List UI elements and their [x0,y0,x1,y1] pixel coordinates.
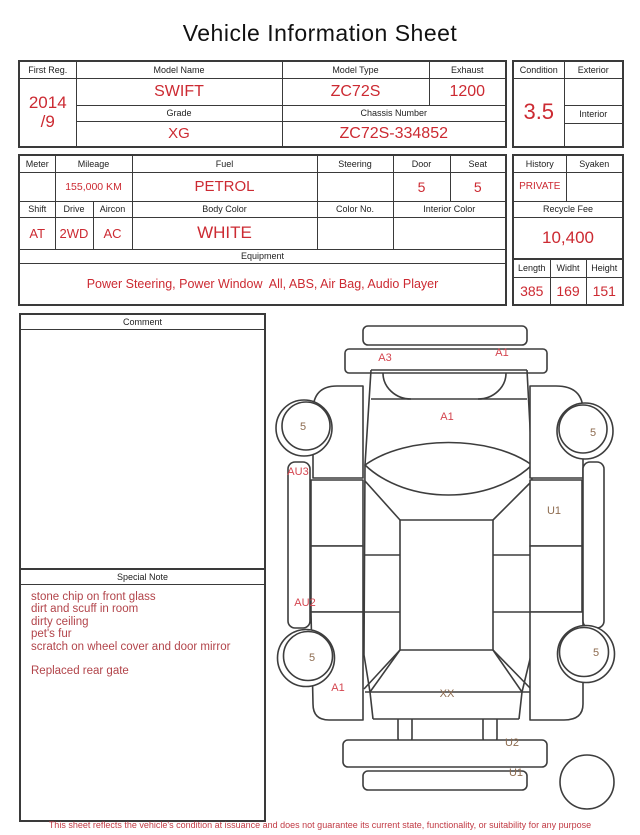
diagram-label-rear-window-xx: XX [439,688,455,700]
page-title: Vehicle Information Sheet [182,20,458,46]
door-header: Door [393,155,450,172]
special-note-line: dirty ceiling [31,615,89,628]
width-header: Widht [550,259,586,277]
width-value: 169 [550,277,586,305]
front-bumper [363,326,527,345]
comment-box [19,313,266,572]
interior-header: Interior [564,105,623,123]
diagram-label-wheel-fr-5: 5 [589,427,597,439]
grade-header: Grade [76,105,282,121]
car-outline-drawing [275,315,630,820]
chassis-number-header: Chassis Number [282,105,506,121]
height-value: 151 [586,277,623,305]
left-rear-door [311,546,363,612]
length-value: 385 [513,277,550,305]
exhaust-value: 1200 [429,78,506,105]
special-note-line [31,653,254,665]
special-note-line: Replaced rear gate [31,665,129,678]
fuel-value: PETROL [132,172,317,201]
recycle-fee-value: 10,400 [513,217,623,259]
shift-value: AT [19,217,55,249]
steering-value [317,172,393,201]
dimensions-table [512,258,624,306]
diagram-label-bonnet-a3: A3 [378,352,392,364]
grade-value: XG [76,121,282,147]
exterior-header: Exterior [564,61,623,78]
diagram-label-bonnet-a1: A1 [495,347,509,359]
condition-value: 3.5 [513,78,564,147]
drive-value: 2WD [55,217,93,249]
meter-value [19,172,55,201]
fuel-header: Fuel [132,155,317,172]
disclaimer-text: This sheet reflects the vehicle's condition at issuance and does not guarantee its current state, functionality, or suitability for any purpose [48,820,592,830]
diagram-label-wheel-rr-5: 5 [592,647,600,659]
rear-left-wheel [278,630,335,687]
car-damage-diagram [275,315,630,820]
mileage-header: Mileage [55,155,132,172]
aircon-header: Aircon [93,201,132,217]
rear-lower-strip [363,771,527,790]
interior-value [564,123,623,147]
first-reg-year: 2014 [28,93,67,113]
exhaust-header: Exhaust [429,61,506,78]
diagram-label-windshield-a1: A1 [440,411,454,423]
color-no-value [317,217,393,249]
diagram-label-left-sill-au3: AU3 [287,466,309,478]
special-note-body [21,585,264,684]
rear-right-wheel [558,626,615,683]
recycle-fee-header: Recycle Fee [513,201,623,217]
special-note-header: Special Note [21,570,264,585]
left-front-door [311,480,363,546]
spec-table [18,154,507,306]
drive-header: Drive [55,201,93,217]
model-type-header: Model Type [282,61,429,78]
diagram-label-quarter-a1: A1 [331,682,345,694]
exterior-value [564,78,623,105]
diagram-label-wheel-fl-5: 5 [299,421,307,433]
diagram-label-wheel-rl-5: 5 [308,652,316,664]
door-value: 5 [393,172,450,201]
diagram-label-rear-bumper-u2: U2 [504,737,520,749]
shift-header: Shift [19,201,55,217]
model-type-value: ZC72S [282,78,429,105]
body-color-value: WHITE [132,217,317,249]
history-table [512,154,624,260]
special-note-line: dirt and scuff in room [31,603,139,616]
model-name-value: SWIFT [76,78,282,105]
interior-color-value [393,217,506,249]
seat-header: Seat [450,155,506,172]
interior-color-header: Interior Color [393,201,506,217]
length-header: Length [513,259,550,277]
floor-pan [400,520,493,650]
windshield [365,443,532,496]
chassis-number-value: ZC72S-334852 [282,121,506,147]
right-sill [583,462,604,628]
special-note-line: stone chip on front glass [31,591,156,603]
history-value: PRIVATE [513,172,566,201]
height-header: Height [586,259,623,277]
spare-tire [560,755,614,809]
color-no-header: Color No. [317,201,393,217]
syaken-value [566,172,623,201]
diagram-label-rear-strip-u1: U1 [508,767,524,779]
special-note-line: scratch on wheel cover and door mirror [31,640,231,653]
condition-table [512,60,624,148]
meter-header: Meter [19,155,55,172]
diagram-label-right-door-u1: U1 [546,505,562,517]
first-reg-value [19,78,76,147]
comment-box-header: Comment [21,315,264,330]
first-reg-header: First Reg. [19,61,76,78]
mileage-value: 155,000 KM [55,172,132,201]
front-right-wheel [557,403,613,459]
aircon-value: AC [93,217,132,249]
condition-header: Condition [513,61,564,78]
body-color-header: Body Color [132,201,317,217]
equipment-value: Power Steering, Power Window All, ABS, Air Bag, Audio Player [19,263,506,305]
first-reg-month: /9 [40,112,55,132]
comment-box-body [21,330,264,342]
right-rear-door [530,546,582,612]
syaken-header: Syaken [566,155,623,172]
special-note-box [19,568,266,822]
model-name-header: Model Name [76,61,282,78]
special-note-line: pet's fur [31,628,72,641]
steering-header: Steering [317,155,393,172]
history-header: History [513,155,566,172]
equipment-header: Equipment [19,249,506,263]
seat-value: 5 [450,172,506,201]
vehicle-id-table [18,60,507,148]
diagram-label-left-sill-au2: AU2 [294,597,316,609]
